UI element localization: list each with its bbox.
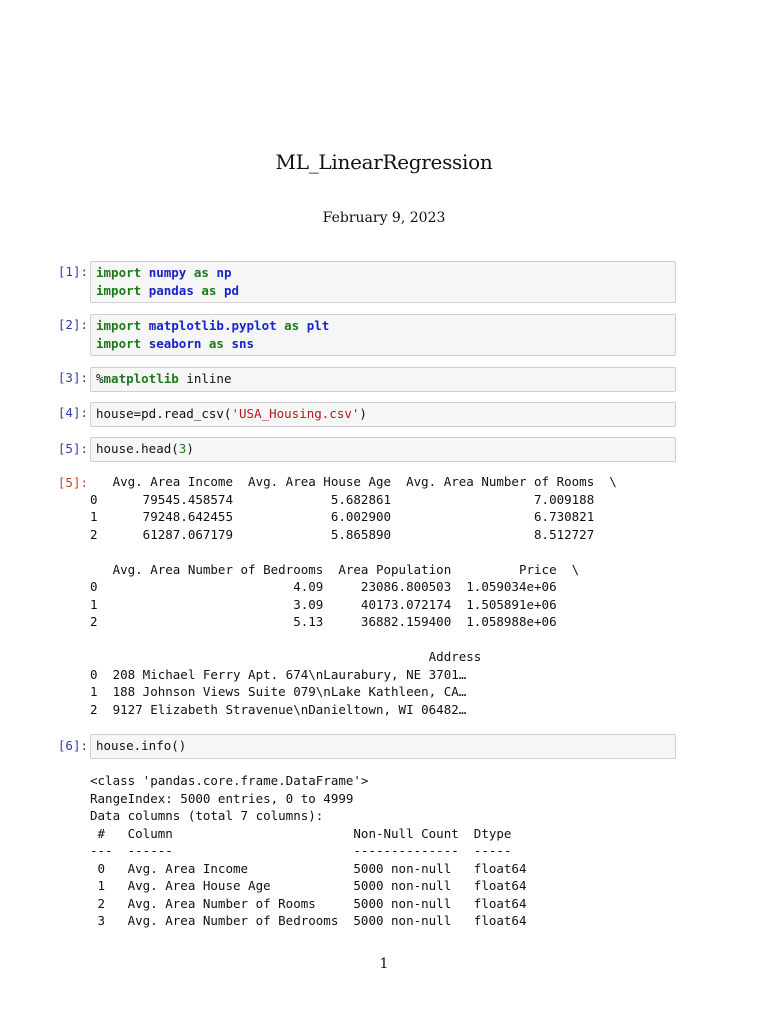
output-line: # Column Non-Null Count Dtype [90,825,512,841]
output-line: 1 Avg. Area House Age 5000 non-null float64 [90,878,527,893]
input-prompt: [5]: [57,441,88,456]
code-cell[interactable] [90,314,676,356]
output-line: --- ------ -------------- ----- [90,843,512,858]
output-line: <class 'pandas.core.frame.DataFrame'> [90,773,369,788]
code-cell[interactable] [90,367,676,392]
input-prompt: [4]: [57,405,88,420]
output-line: Avg. Area Number of Bedrooms Area Population Price \ [90,561,580,577]
output-line: 1 3.09 40173.072174 1.505891e+06 [90,596,557,612]
document-title: ML_LinearRegression [275,150,493,174]
output-line: Address [90,649,482,664]
output-line: 2 Avg. Area Number of Rooms 5000 non-null float64 [90,895,527,911]
output-line: 3 Avg. Area Number of Bedrooms 5000 non-null float64 [90,913,527,928]
dataframe-head-output [90,473,617,718]
code-line: import pandas as pd [96,282,240,298]
output-line: 2 9127 Elizabeth Stravenue\nDanieltown, WI 06482… [90,701,467,717]
output-line: 2 5.13 36882.159400 1.058988e+06 [90,614,557,629]
output-line: 2 61287.067179 5.865890 8.512727 [90,526,595,542]
input-prompt: [3]: [57,370,88,385]
output-line: 0 4.09 23086.800503 1.059034e+06 [90,579,557,594]
code-cell[interactable] [90,437,676,462]
document-date: February 9, 2023 [322,210,446,226]
code-line: %matplotlib inline [96,371,232,386]
code-line: import matplotlib.pyplot as plt [96,318,330,333]
output-line: 0 208 Michael Ferry Apt. 674\nLaurabury, NE 3701… [90,666,467,682]
output-line: 0 Avg. Area Income 5000 non-null float64 [90,860,527,876]
input-prompt: [6]: [57,738,88,753]
code-cell[interactable] [90,261,676,303]
code-cell[interactable] [90,402,676,427]
code-line: house=pd.read_csv('USA_Housing.csv') [96,406,367,421]
code-cell[interactable] [90,734,676,759]
code-line: import seaborn as sns [96,335,255,351]
input-prompt: [1]: [57,264,88,279]
output-line: Avg. Area Income Avg. Area House Age Avg. Area Number of Rooms \ [90,474,617,489]
output-line [90,543,617,561]
code-line: house.info() [96,738,187,753]
input-prompt: [2]: [57,317,88,332]
code-line: house.head(3) [96,441,194,456]
output-line: Data columns (total 7 columns): [90,808,324,823]
dataframe-info-output [90,772,527,930]
output-line [90,631,617,649]
code-line: import numpy as np [96,265,232,280]
output-prompt: [5]: [57,475,88,490]
output-line: 1 188 Johnson Views Suite 079\nLake Kathleen, CA… [90,684,467,699]
output-line: 1 79248.642455 6.002900 6.730821 [90,509,595,524]
output-line: RangeIndex: 5000 entries, 0 to 4999 [90,790,354,806]
page-number: 1 [379,956,389,972]
output-line: 0 79545.458574 5.682861 7.009188 [90,491,595,507]
